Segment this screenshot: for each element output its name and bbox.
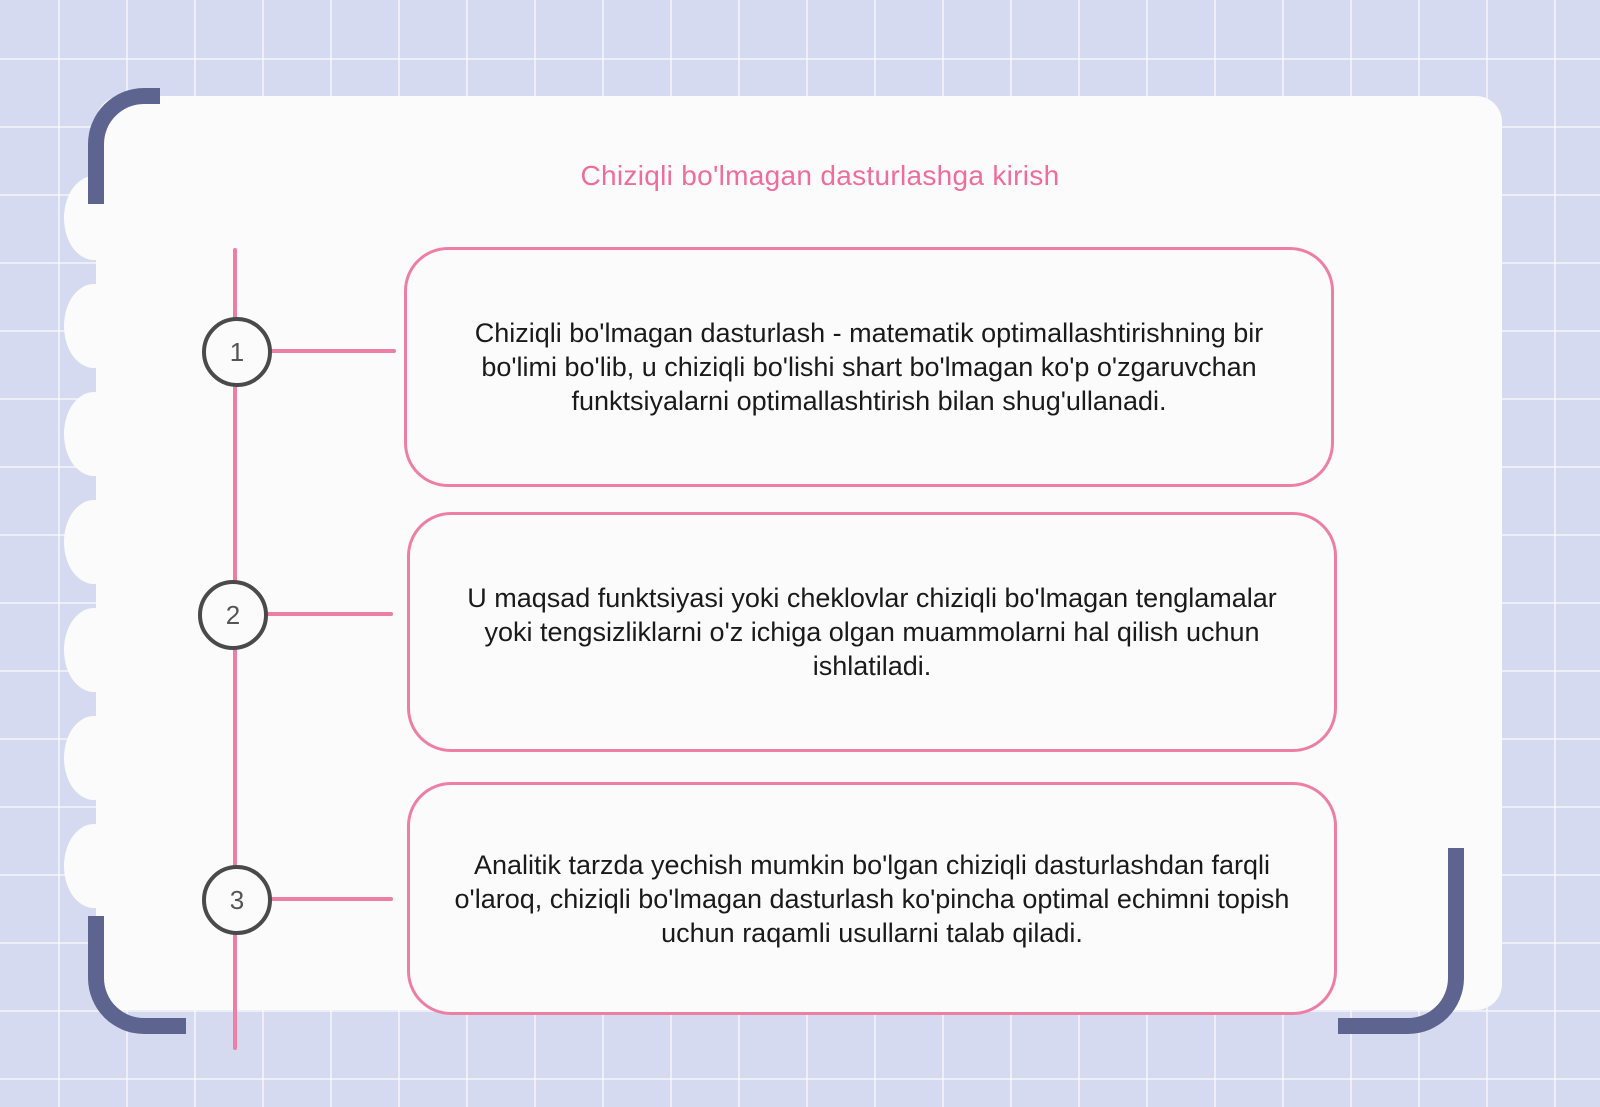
card-scallop (64, 824, 124, 908)
step-number-circle: 2 (198, 580, 268, 650)
corner-bracket-top-left (88, 88, 160, 204)
step-connector (263, 612, 393, 616)
corner-bracket-bottom-right (1338, 848, 1464, 1034)
card-scallop (64, 608, 124, 692)
page-title: Chiziqli bo'lmagan dasturlashga kirish (580, 160, 1060, 191)
step-text: Analitik tarzda yechish mumkin bo'lgan chiziqli dasturlashdan farqli o'laroq, chiziqli bo'lmagan dasturlash ko'pincha optimal echimni topish uchun raqamli usullarni talab qiladi. (454, 849, 1290, 948)
step-box (407, 782, 1337, 1015)
corner-bracket-bottom-left (88, 916, 186, 1034)
step-box (404, 247, 1334, 487)
step-text: U maqsad funktsiyasi yoki cheklovlar chiziqli bo'lmagan tenglamalar yoki tengsizliklarni o'z ichiga olgan muammolarni hal qilish uchun ishlatiladi. (467, 583, 1277, 681)
step-text: Chiziqli bo'lmagan dasturlash - matematik optimallashtirishning bir bo'limi bo'lib, u chiziqli bo'lishi shart bo'lmagan ko'p o'zgaruvchan funktsiyalarni optimallashtirish bilan shug'ullanadi. (474, 318, 1264, 416)
step-box (407, 512, 1337, 752)
card-scallop (64, 284, 124, 368)
card-scallop (64, 716, 124, 800)
step-number-circle: 3 (202, 865, 272, 935)
step-connector (266, 897, 393, 901)
card-scallop (64, 392, 124, 476)
step-connector (266, 349, 396, 353)
step-number-circle: 1 (202, 317, 272, 387)
card-scallop (64, 500, 124, 584)
